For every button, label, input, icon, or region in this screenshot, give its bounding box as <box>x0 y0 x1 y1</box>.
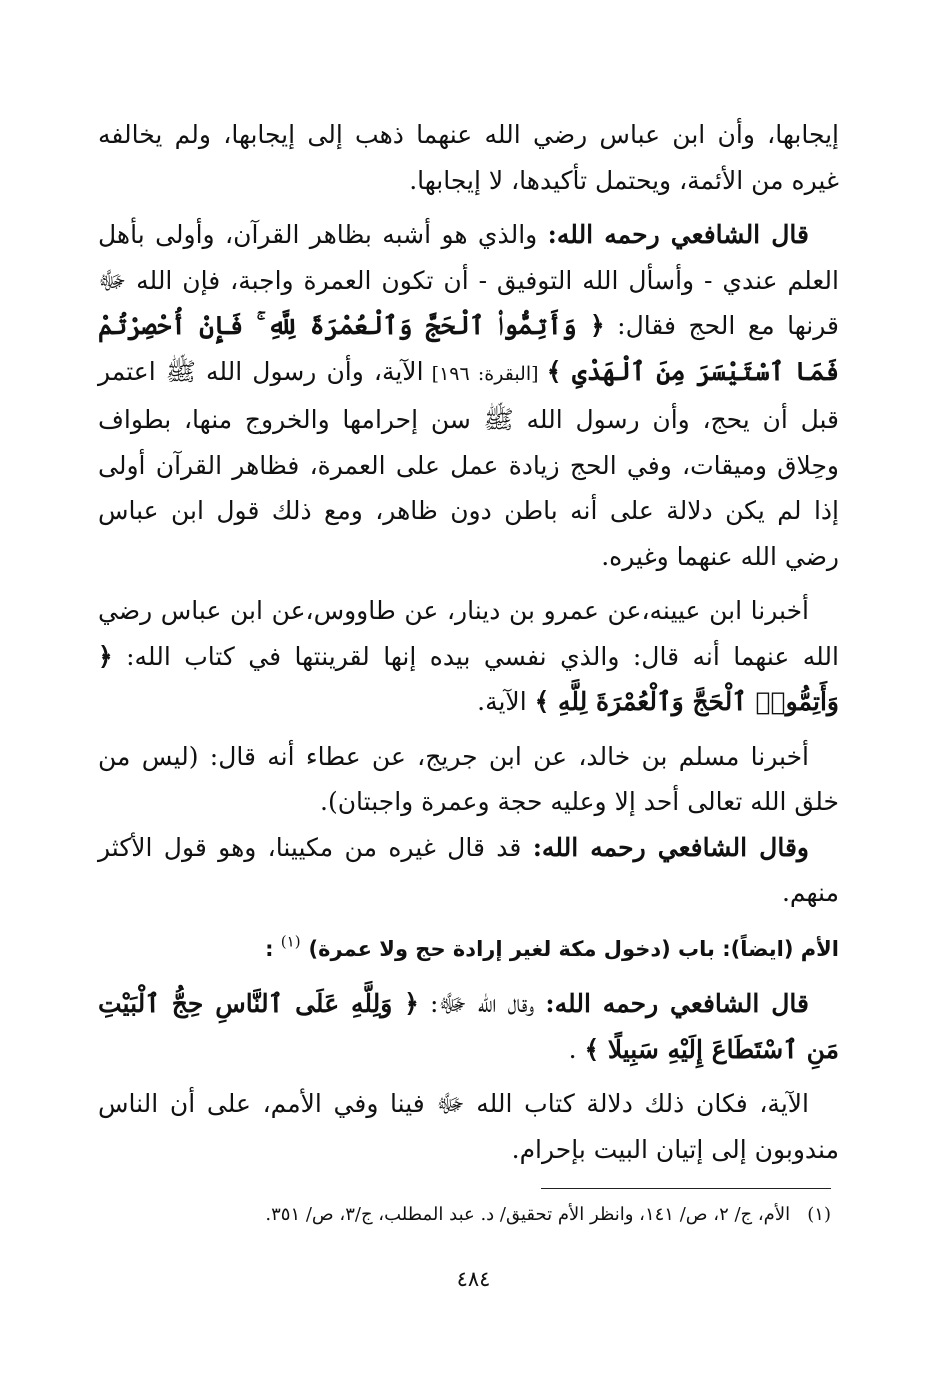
paragraph-1 <box>98 112 839 203</box>
paragraph-4 <box>98 734 839 825</box>
paragraph-6-lead: قال الشافعي رحمه الله: <box>545 989 809 1018</box>
paragraph-5-lead: وقال الشافعي رحمه الله: <box>532 832 809 862</box>
section-heading <box>98 925 839 973</box>
paragraph-7 <box>98 1081 839 1172</box>
page-number: ٤٨٤ <box>456 1267 491 1291</box>
footnote-separator <box>541 1188 831 1189</box>
footnote <box>98 1201 831 1229</box>
paragraph-4-text: أخبرنا مسلم بن خالد، عن ابن جريج، عن عطاء أنه قال: (ليس من خلق الله تعالى أحد إلا وعليه حجة وعمرة واجبتان). <box>98 741 839 816</box>
quran-verse-2: ﴿ وَأَتِمُّوا۟ ٱلْحَجَّ وَٱلْعُمْرَةَ لِلَّهِ ﴾ <box>98 641 839 716</box>
section-heading-text: الأم (ايضاً): باب (دخول مكة لغير إرادة حج ولا عمرة) <box>308 936 839 961</box>
section-heading-colon: : <box>265 936 281 961</box>
paragraph-6-text-b: . <box>568 1034 585 1064</box>
paragraph-2-text-b: الآية، وأن رسول الله ﷺ اعتمر قبل أن يحج، وأن رسول الله ﷺ سن إحرامها والخروج منها، بطواف وحِلاق وميقات، وفي الحج زيادة عمل على العمرة، فظاهر القرآن أولى إذا لم يكن دلالة على أنه باطن دون ظاهر، ومع ذلك قول ابن عباس رضي الله عنهما وغيره. <box>98 356 839 571</box>
paragraph-2-text-a: والذي هو أشبه بظاهر القرآن، وأولى بأهل العلم عندي - وأسأل الله التوفيق - أن تكون العمرة واجبة، فإن الله ﷻ قرنها مع الحج فقال: <box>98 220 840 340</box>
paragraph-2 <box>98 212 839 579</box>
verse-reference: [البقرة: ١٩٦] <box>423 362 547 385</box>
paragraph-5-text: قد قال غيره من مكيينا، وهو قول الأكثر منهم. <box>98 832 839 907</box>
footnote-marker: (١) <box>280 932 301 951</box>
paragraph-7-text: الآية، فكان ذلك دلالة كتاب الله ﷻ فينا وفي الأمم، على أن الناس مندوبون إلى إتيان البيت بإحرام. <box>98 1089 839 1164</box>
footnote-text: الأم، ج/ ٢، ص/ ١٤١، وانظر الأم تحقيق/ د. عبد المطلب، ج/٣، ص/ ٣٥١. <box>265 1204 791 1225</box>
paragraph-5 <box>98 825 839 916</box>
paragraph-3-text-b: الآية. <box>477 687 535 716</box>
paragraph-3-text-a: أخبرنا ابن عيينه،عن عمرو بن دينار، عن طاووس،عن ابن عباس رضي الله عنهما أنه قال: والذي نفسي بيده إنها لقرينتها في كتاب الله: <box>98 596 839 671</box>
paragraph-2-lead: قال الشافعي رحمه الله: <box>547 220 810 249</box>
paragraph-6-text-a: وقال الله ﷻ: <box>418 989 546 1018</box>
paragraph-1-text: إيجابها، وأن ابن عباس رضي الله عنهما ذهب إلى إيجابها، ولم يخالفه غيره من الأئمة، ويحتمل تأكيدها، لا إيجابها. <box>98 120 839 195</box>
paragraph-6 <box>98 981 839 1072</box>
paragraph-3 <box>98 588 839 725</box>
quran-verse-3: ﴿ وَلِلَّهِ عَلَى ٱلنَّاسِ حِجُّ ٱلْبَيْتِ مَنِ ٱسْتَطَاعَ إِلَيْهِ سَبِيلًا ﴾ <box>98 989 839 1064</box>
footnote-number: (١) <box>807 1204 831 1225</box>
quran-verse-1: ﴿ وَأَتِمُّوا۟ ٱلْحَجَّ وَٱلْعُمْرَةَ لِلَّهِ ۚ فَإِنْ أُحْصِرْتُمْ فَمَا ٱسْتَيْسَرَ مِنَ ٱلْهَدْىِ ﴾ <box>98 311 839 386</box>
